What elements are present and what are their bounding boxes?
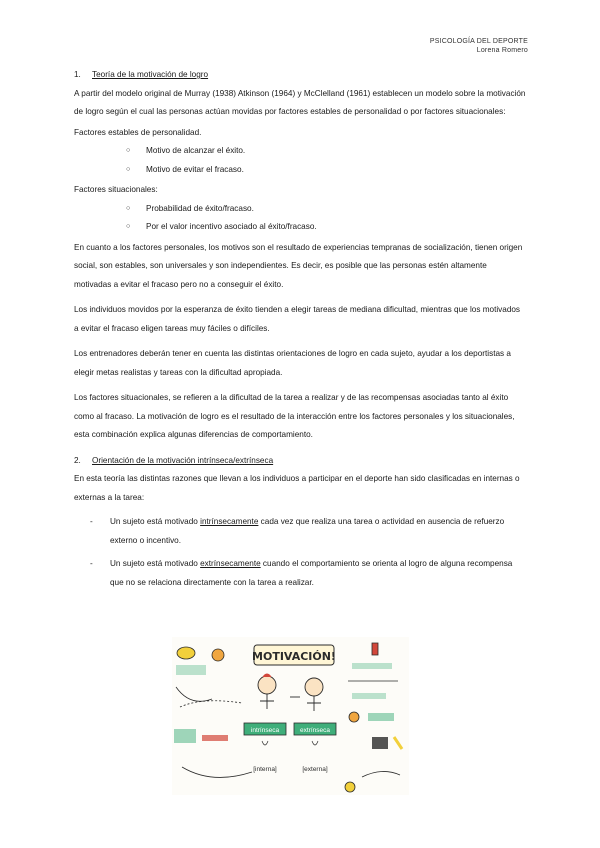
note-highlight bbox=[202, 735, 228, 741]
header-subject: PSICOLOGÍA DEL DEPORTE bbox=[429, 38, 528, 45]
note-highlight bbox=[176, 665, 206, 675]
face-icon bbox=[212, 649, 224, 661]
thumbs-up-icon bbox=[174, 729, 196, 743]
person-body bbox=[307, 696, 321, 711]
person-body bbox=[260, 694, 274, 709]
paragraph: Los factores situacionales, se refieren a la dificultad de la tarea a realizar y de las recompensas asociadas tanto al éxito como al fracaso. La motivación de logro es el resultado de la interacción entre los factores personales y los situacionales, esta combinación explica algunas diferencias de comportamiento. bbox=[74, 393, 515, 439]
term-intrinsic: intrínsecamente bbox=[200, 517, 259, 526]
star-icon bbox=[394, 737, 402, 749]
trophy-icon bbox=[372, 643, 378, 655]
circle-bullet-icon: ○ bbox=[126, 147, 131, 154]
circle-bullet-icon: ○ bbox=[126, 204, 131, 212]
situational-factors-list bbox=[74, 200, 526, 237]
dash-bullet: - bbox=[90, 517, 93, 526]
circle-bullet-icon: ○ bbox=[126, 165, 131, 173]
document-body bbox=[74, 66, 526, 597]
section-2-title: Orientación de la motivación intrínseca/extrínseca bbox=[92, 455, 274, 465]
arrow-icon bbox=[362, 771, 400, 777]
personality-factors-label: Factores estables de personalidad. bbox=[74, 127, 202, 137]
section-2-number: 2. bbox=[74, 455, 81, 465]
note-highlight bbox=[352, 663, 392, 669]
section-1-intro: A partir del modelo original de Murray (1938) Atkinson (1964) y McClelland (1961) establecen un modelo sobre la motivación de logro según el cual las personas actúan movidas por factores estables de personalidad o por factores situacionales: bbox=[74, 88, 526, 116]
paragraph: Los individuos movidos por la esperanza de éxito tienden a elegir tareas de mediana dificultad, mientras que los motivados a evitar el fracaso eligen tareas muy fáciles o difíciles. bbox=[74, 305, 521, 333]
heart-icon bbox=[263, 674, 271, 677]
paragraph: Los entrenadores deberán tener en cuenta las distintas orientaciones de logro en cada sujeto, ayudar a los deportistas a elegir metas realistas y tareas con la dificultad apropiada. bbox=[74, 349, 511, 377]
coin-icon bbox=[345, 782, 355, 792]
extrinsic-external-label: [externa] bbox=[302, 766, 328, 773]
lightbulb-icon bbox=[177, 647, 195, 659]
scribble-line bbox=[262, 741, 268, 745]
list-item: - Un sujeto está motivado extrínsecamente cuando el comportamiento se orienta al logro de alguna recompensa que no se relaciona directamente con la tarea a realizar. bbox=[74, 555, 526, 592]
paragraph: En cuanto a los factores personales, los motivos son el resultado de experiencias tempranas de socialización, tienen origen social, son estables, son universales y son independientes. Es decir, es posible que las personas estén altamente motivadas a evitar el fracaso pero no a conseguir el éxito. bbox=[74, 242, 523, 289]
list-item: ○ Probabilidad de éxito/fracaso. bbox=[128, 200, 526, 219]
list-item: ○ Por el valor incentivo asociado al éxito/fracaso. bbox=[128, 218, 526, 237]
intrinsic-box-label: intrínseca bbox=[250, 727, 280, 734]
situational-factors-label: Factores situacionales: bbox=[74, 185, 158, 194]
person-intrinsic-icon bbox=[258, 676, 276, 694]
section-1-title: Teoría de la motivación de logro bbox=[92, 70, 209, 79]
figure-title: MOTIVACIÓN! bbox=[252, 650, 336, 663]
personality-factors-list bbox=[74, 142, 526, 179]
motivation-types-list bbox=[74, 513, 526, 592]
person-extrinsic-icon bbox=[305, 678, 323, 696]
motivation-illustration bbox=[172, 637, 409, 795]
money-icon bbox=[368, 713, 394, 721]
arrow-icon bbox=[176, 687, 212, 701]
dash-bullet: - bbox=[90, 559, 93, 568]
scribble-line bbox=[180, 701, 242, 707]
list-item: ○ Motivo de evitar el fracaso. bbox=[128, 161, 526, 180]
section-1-heading bbox=[74, 66, 526, 85]
medal-icon bbox=[349, 712, 359, 722]
term-extrinsic: extrínsecamente bbox=[200, 559, 261, 568]
note-highlight bbox=[352, 693, 386, 699]
scribble-line bbox=[312, 741, 318, 745]
page-header bbox=[430, 37, 528, 55]
section-1-number: 1. bbox=[74, 70, 81, 79]
intrinsic-internal-label: [interna] bbox=[253, 766, 277, 773]
header-author: Lorena Romero bbox=[476, 47, 528, 54]
list-item: ○ Motivo de alcanzar el éxito. bbox=[128, 142, 526, 161]
gift-icon bbox=[372, 737, 388, 749]
section-2-heading bbox=[74, 452, 526, 471]
extrinsic-box-label: extrínseca bbox=[300, 727, 330, 734]
arrow-icon bbox=[182, 767, 252, 777]
circle-bullet-icon: ○ bbox=[126, 223, 131, 230]
list-item: - Un sujeto está motivado intrínsecamente cada vez que realiza una tarea o actividad en ausencia de refuerzo externo o incentivo. bbox=[74, 513, 526, 550]
section-2-intro: En esta teoría las distintas razones que llevan a los individuos a participar en el deporte han sido clasificadas en internas o externas a la tarea: bbox=[74, 474, 520, 502]
